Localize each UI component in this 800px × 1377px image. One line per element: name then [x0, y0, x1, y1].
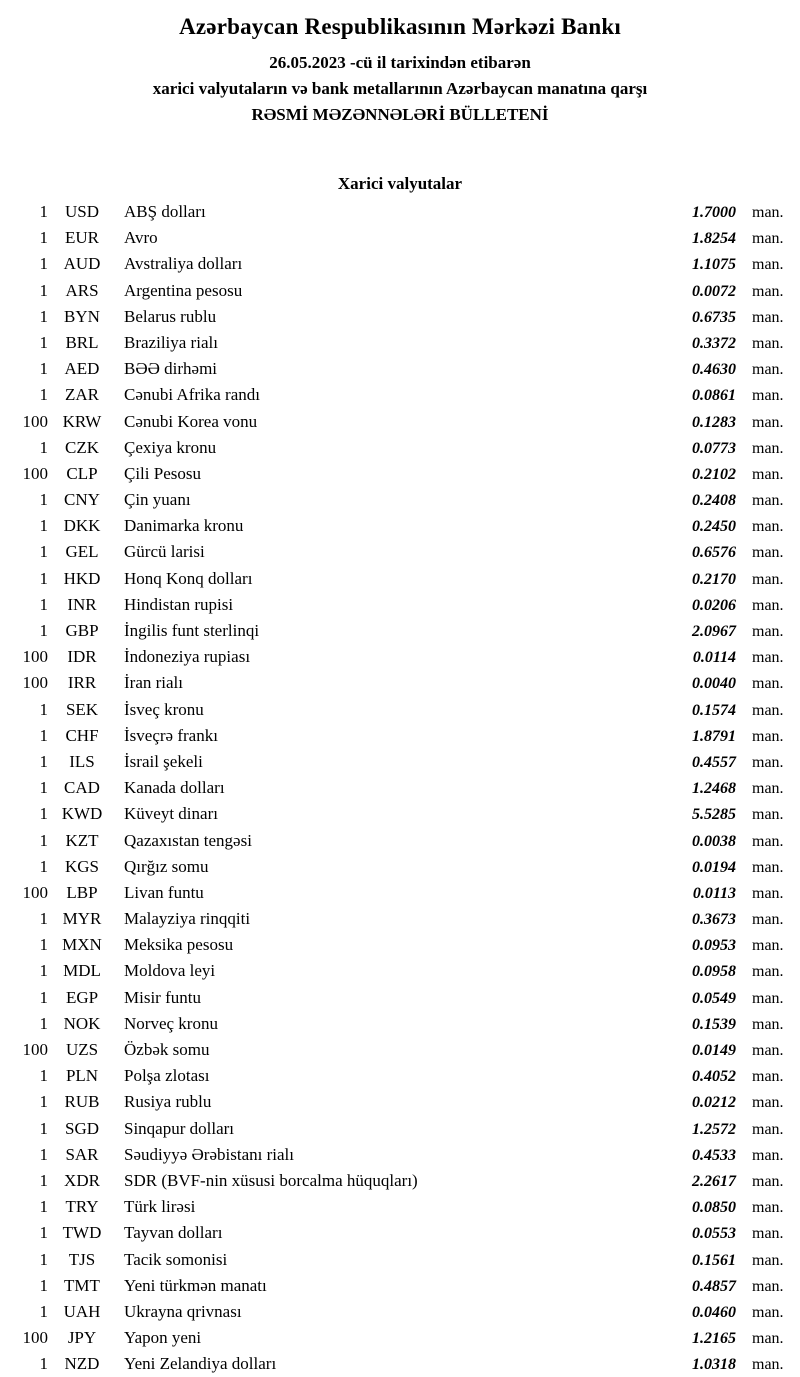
unit-cell: man. — [752, 596, 784, 614]
rate-row — [0, 569, 800, 595]
nominal-cell: 1 — [39, 1275, 48, 1295]
currency-code-cell: SGD — [64, 1118, 99, 1138]
rate-value-cell: 0.1561 — [692, 1251, 736, 1269]
rate-value-cell: 5.5285 — [692, 806, 736, 824]
unit-cell: man. — [752, 911, 784, 929]
unit-cell: man. — [752, 1172, 784, 1190]
unit-cell: man. — [752, 1303, 784, 1321]
rate-row — [0, 804, 800, 830]
nominal-cell: 1 — [39, 830, 48, 850]
currency-name-cell: Sinqapur dolları — [124, 1118, 235, 1138]
rate-value-cell: 0.1283 — [692, 413, 736, 431]
unit-cell: man. — [752, 780, 784, 798]
nominal-cell: 1 — [39, 621, 48, 640]
currency-name-cell: Yeni türkmən manatı — [124, 1275, 267, 1295]
rate-row — [0, 647, 800, 673]
nominal-cell: 1 — [39, 437, 48, 457]
rate-value-cell: 0.0149 — [692, 1042, 736, 1059]
nominal-cell: 100 — [22, 1040, 48, 1059]
currency-name-cell: ABŞ dolları — [124, 202, 206, 221]
currency-name-cell: Türk lirəsi — [124, 1197, 196, 1217]
unit-cell: man. — [752, 1042, 784, 1059]
currency-code-cell: ARS — [65, 280, 99, 300]
currency-name-cell: Küveyt dinarı — [124, 804, 218, 824]
rate-row — [0, 1197, 800, 1223]
nominal-cell: 1 — [39, 1249, 48, 1269]
currency-name-cell: Tayvan dolları — [124, 1223, 223, 1243]
currency-code-cell: EGP — [65, 987, 99, 1007]
rate-value-cell: 2.0967 — [692, 623, 736, 640]
rate-row — [0, 254, 800, 280]
currency-code-cell: CAD — [64, 778, 100, 798]
rate-row — [0, 1066, 800, 1092]
nominal-cell: 1 — [39, 306, 48, 326]
rate-value-cell: 1.1075 — [692, 256, 736, 274]
rate-row — [0, 464, 800, 490]
nominal-cell: 1 — [39, 1223, 48, 1243]
rate-row — [0, 281, 800, 307]
currency-name-cell: Özbək somu — [124, 1040, 210, 1059]
currency-name-cell: Çili Pesosu — [124, 463, 201, 483]
unit-cell: man. — [752, 1015, 784, 1033]
nominal-cell: 1 — [39, 725, 48, 745]
rate-row — [0, 228, 800, 254]
currency-name-cell: İsveç kronu — [124, 699, 204, 719]
unit-cell: man. — [752, 361, 784, 379]
rate-value-cell: 0.3372 — [692, 334, 736, 352]
rate-row — [0, 1145, 800, 1171]
nominal-cell: 1 — [39, 359, 48, 379]
rate-row — [0, 333, 800, 359]
rate-value-cell: 0.1539 — [692, 1015, 736, 1033]
currency-name-cell: İsveçrə frankı — [124, 725, 218, 745]
unit-cell: man. — [752, 1068, 784, 1086]
currency-name-cell: Livan funtu — [124, 882, 204, 902]
currency-code-cell: UAH — [63, 1301, 101, 1321]
unit-cell: man. — [752, 1251, 784, 1269]
currency-name-cell: Polşa zlotası — [124, 1066, 210, 1086]
unit-cell: man. — [752, 282, 784, 300]
currency-code-cell: CZK — [65, 437, 99, 457]
unit-cell: man. — [752, 806, 784, 824]
rate-value-cell: 0.0553 — [692, 1225, 736, 1243]
currency-code-cell: TWD — [62, 1223, 102, 1243]
rates-table — [0, 202, 800, 1377]
unit-cell: man. — [752, 1225, 784, 1243]
currency-code-cell: SEK — [65, 699, 99, 719]
currency-code-cell: DKK — [63, 516, 101, 536]
nominal-cell: 1 — [39, 961, 48, 981]
rate-row — [0, 935, 800, 961]
currency-name-cell: Honq Konq dolları — [124, 568, 253, 588]
rate-value-cell: 0.2450 — [692, 518, 736, 536]
rate-value-cell: 0.4630 — [692, 361, 736, 379]
rate-value-cell: 0.0861 — [692, 387, 736, 405]
nominal-cell: 1 — [39, 202, 48, 221]
rate-row — [0, 778, 800, 804]
unit-cell: man. — [752, 753, 784, 771]
nominal-cell: 100 — [22, 411, 48, 431]
rate-row — [0, 385, 800, 411]
rate-row — [0, 202, 800, 228]
currency-name-cell: İsrail şekeli — [124, 751, 203, 771]
nominal-cell: 1 — [39, 987, 48, 1007]
rate-value-cell: 1.2572 — [692, 1120, 736, 1138]
currency-code-cell: CHF — [65, 725, 99, 745]
rate-row — [0, 1302, 800, 1328]
currency-code-cell: IDR — [67, 647, 97, 667]
currency-name-cell: Qazaxıstan tengəsi — [124, 830, 252, 850]
rate-value-cell: 1.2165 — [692, 1330, 736, 1348]
effective-date-line: 26.05.2023 -cü il tarixindən etibarən — [269, 53, 531, 72]
currency-code-cell: ILS — [69, 751, 95, 771]
unit-cell: man. — [752, 727, 784, 745]
currency-code-cell: RUB — [64, 1092, 100, 1112]
rate-value-cell: 0.0206 — [692, 596, 736, 614]
nominal-cell: 1 — [39, 1197, 48, 1217]
currency-name-cell: Braziliya rialı — [124, 332, 218, 352]
nominal-cell: 100 — [22, 647, 48, 667]
currency-code-cell: INR — [67, 594, 97, 614]
rate-value-cell: 0.2170 — [692, 570, 736, 588]
currency-code-cell: AUD — [63, 254, 101, 274]
nominal-cell: 100 — [22, 1328, 48, 1348]
rate-row — [0, 673, 800, 699]
rate-value-cell: 0.4857 — [692, 1277, 736, 1295]
unit-cell: man. — [752, 1330, 784, 1348]
unit-cell: man. — [752, 701, 784, 719]
nominal-cell: 1 — [39, 594, 48, 614]
nominal-cell: 1 — [39, 280, 48, 300]
rate-row — [0, 1014, 800, 1040]
currency-code-cell: HKD — [63, 568, 101, 588]
nominal-cell: 1 — [39, 1013, 48, 1033]
rate-value-cell: 0.0038 — [692, 832, 736, 850]
rate-row — [0, 961, 800, 987]
currency-code-cell: GEL — [65, 542, 99, 562]
currency-name-cell: Səudiyyə Ərəbistanı rialı — [124, 1144, 294, 1164]
currency-name-cell: Cənubi Afrika randı — [124, 385, 260, 405]
unit-cell: man. — [752, 858, 784, 876]
currency-code-cell: NOK — [63, 1013, 101, 1033]
rate-value-cell: 1.8791 — [692, 727, 736, 745]
currency-name-cell: Avstraliya dolları — [124, 254, 243, 274]
unit-cell: man. — [752, 649, 784, 667]
unit-cell: man. — [752, 1094, 784, 1112]
unit-cell: man. — [752, 204, 784, 221]
currency-name-cell: İndoneziya rupiası — [124, 647, 251, 667]
currency-code-cell: TMT — [64, 1275, 100, 1295]
nominal-cell: 100 — [22, 673, 48, 693]
rate-row — [0, 1354, 800, 1377]
currency-code-cell: MYR — [62, 909, 102, 929]
rate-row — [0, 1040, 800, 1066]
unit-cell: man. — [752, 1146, 784, 1164]
currency-code-cell: UZS — [65, 1040, 99, 1059]
currency-name-cell: Danimarka kronu — [124, 516, 244, 536]
rate-value-cell: 0.0460 — [692, 1303, 736, 1321]
nominal-cell: 1 — [39, 1092, 48, 1112]
currency-name-cell: Meksika pesosu — [124, 935, 234, 955]
nominal-cell: 1 — [39, 1170, 48, 1190]
currency-name-cell: İran rialı — [124, 673, 183, 693]
unit-cell: man. — [752, 518, 784, 536]
rate-row — [0, 1119, 800, 1145]
nominal-cell: 1 — [39, 909, 48, 929]
currency-name-cell: Çin yuanı — [124, 490, 191, 510]
currency-name-cell: Argentina pesosu — [124, 280, 243, 300]
rate-value-cell: 0.0212 — [692, 1094, 736, 1112]
nominal-cell: 1 — [39, 778, 48, 798]
rate-value-cell: 0.2408 — [692, 492, 736, 510]
unit-cell: man. — [752, 1120, 784, 1138]
currency-name-cell: Cənubi Korea vonu — [124, 411, 258, 431]
rate-value-cell: 0.0040 — [692, 675, 736, 693]
unit-cell: man. — [752, 989, 784, 1007]
currency-name-cell: Yeni Zelandiya dolları — [124, 1354, 277, 1374]
subtitle-line: xarici valyutaların və bank metallarının Azərbaycan manatına qarşı — [152, 79, 648, 98]
nominal-cell: 1 — [39, 568, 48, 588]
unit-cell: man. — [752, 623, 784, 640]
currency-name-cell: Norveç kronu — [124, 1013, 218, 1033]
currency-name-cell: Misir funtu — [124, 987, 201, 1007]
currency-code-cell: JPY — [67, 1328, 97, 1348]
nominal-cell: 100 — [22, 463, 48, 483]
rate-value-cell: 0.0072 — [692, 282, 736, 300]
currency-code-cell: NZD — [64, 1354, 100, 1374]
currency-code-cell: CNY — [64, 490, 100, 510]
rate-row — [0, 1223, 800, 1249]
currency-code-cell: AED — [64, 359, 100, 379]
rate-value-cell: 2.2617 — [692, 1172, 736, 1190]
nominal-cell: 1 — [39, 856, 48, 876]
rate-value-cell: 1.8254 — [692, 230, 736, 248]
currency-name-cell: Tacik somonisi — [124, 1249, 228, 1269]
currency-code-cell: KRW — [62, 411, 102, 431]
nominal-cell: 1 — [39, 542, 48, 562]
rate-row — [0, 1276, 800, 1302]
rate-value-cell: 1.2468 — [692, 780, 736, 798]
unit-cell: man. — [752, 308, 784, 326]
currency-name-cell: Belarus rublu — [124, 306, 217, 326]
currency-code-cell: LBP — [66, 882, 98, 902]
rate-value-cell: 1.0318 — [692, 1356, 736, 1374]
unit-cell: man. — [752, 465, 784, 483]
rate-row — [0, 1092, 800, 1118]
section-title-foreign-currencies: Xarici valyutalar — [337, 174, 463, 193]
nominal-cell: 1 — [39, 332, 48, 352]
currency-name-cell: SDR (BVF-nin xüsusi borcalma hüquqları) — [124, 1170, 418, 1190]
currency-name-cell: Gürcü larisi — [124, 542, 205, 562]
rate-row — [0, 1171, 800, 1197]
unit-cell: man. — [752, 1277, 784, 1295]
rate-row — [0, 752, 800, 778]
currency-name-cell: Qırğız somu — [124, 856, 209, 876]
document-header — [0, 14, 800, 128]
rate-row — [0, 726, 800, 752]
nominal-cell: 1 — [39, 516, 48, 536]
nominal-cell: 1 — [39, 935, 48, 955]
unit-cell: man. — [752, 832, 784, 850]
nominal-cell: 1 — [39, 751, 48, 771]
rate-row — [0, 359, 800, 385]
rate-row — [0, 700, 800, 726]
nominal-cell: 1 — [39, 1354, 48, 1374]
currency-code-cell: USD — [64, 202, 99, 221]
rate-value-cell: 0.4557 — [692, 753, 736, 771]
rate-row — [0, 988, 800, 1014]
unit-cell: man. — [752, 387, 784, 405]
unit-cell: man. — [752, 334, 784, 352]
currency-name-cell: İngilis funt sterlinqi — [124, 621, 260, 640]
currency-code-cell: GBP — [65, 621, 99, 640]
rate-row — [0, 831, 800, 857]
currency-name-cell: Malayziya rinqqiti — [124, 909, 251, 929]
rate-value-cell: 0.0773 — [692, 439, 736, 457]
rate-value-cell: 0.0549 — [692, 989, 736, 1007]
unit-cell: man. — [752, 1356, 784, 1374]
nominal-cell: 1 — [39, 254, 48, 274]
currency-code-cell: TJS — [68, 1249, 96, 1269]
unit-cell: man. — [752, 675, 784, 693]
currency-code-cell: BRL — [65, 332, 99, 352]
unit-cell: man. — [752, 413, 784, 431]
rate-row — [0, 542, 800, 568]
currency-code-cell: SAR — [65, 1144, 99, 1164]
rate-row — [0, 909, 800, 935]
rate-row — [0, 1328, 800, 1354]
rate-row — [0, 595, 800, 621]
nominal-cell: 1 — [39, 1066, 48, 1086]
currency-code-cell: KGS — [64, 856, 99, 876]
rate-value-cell: 0.4052 — [692, 1068, 736, 1086]
currency-name-cell: Rusiya rublu — [124, 1092, 212, 1112]
currency-name-cell: Hindistan rupisi — [124, 594, 234, 614]
rate-row — [0, 412, 800, 438]
currency-code-cell: KZT — [65, 830, 99, 850]
currency-code-cell: BYN — [64, 306, 100, 326]
nominal-cell: 1 — [39, 228, 48, 248]
rate-row — [0, 1250, 800, 1276]
nominal-cell: 1 — [39, 490, 48, 510]
unit-cell: man. — [752, 492, 784, 510]
bulletin-title-line: RƏSMİ MƏZƏNNƏLƏRİ BÜLLETENİ — [251, 105, 549, 124]
rate-row — [0, 883, 800, 909]
rate-row — [0, 516, 800, 542]
rate-value-cell: 0.0194 — [692, 858, 736, 876]
rate-row — [0, 438, 800, 464]
nominal-cell: 1 — [39, 1144, 48, 1164]
currency-code-cell: MXN — [62, 935, 102, 955]
rate-value-cell: 0.6735 — [692, 308, 736, 326]
rate-value-cell: 0.0113 — [692, 884, 736, 902]
currency-name-cell: Kanada dolları — [124, 778, 225, 798]
bank-title: Azərbaycan Respublikasının Mərkəzi Bankı — [179, 14, 621, 39]
rate-value-cell: 0.1574 — [692, 701, 736, 719]
currency-code-cell: ZAR — [65, 385, 99, 405]
rate-value-cell: 0.0850 — [692, 1199, 736, 1217]
unit-cell: man. — [752, 256, 784, 274]
unit-cell: man. — [752, 884, 784, 902]
unit-cell: man. — [752, 230, 784, 248]
currency-code-cell: EUR — [65, 228, 99, 248]
rate-row — [0, 857, 800, 883]
rate-row — [0, 307, 800, 333]
rate-value-cell: 0.3673 — [692, 911, 736, 929]
unit-cell: man. — [752, 1199, 784, 1217]
nominal-cell: 1 — [39, 1118, 48, 1138]
rate-value-cell: 0.2102 — [692, 465, 736, 483]
unit-cell: man. — [752, 937, 784, 955]
currency-code-cell: MDL — [63, 961, 101, 981]
nominal-cell: 1 — [39, 804, 48, 824]
rate-row — [0, 490, 800, 516]
nominal-cell: 1 — [39, 699, 48, 719]
unit-cell: man. — [752, 570, 784, 588]
currency-code-cell: KWD — [61, 804, 103, 824]
currency-name-cell: Çexiya kronu — [124, 437, 217, 457]
currency-name-cell: Avro — [124, 228, 158, 248]
currency-code-cell: TRY — [65, 1197, 99, 1217]
unit-cell: man. — [752, 544, 784, 562]
currency-name-cell: Moldova leyi — [124, 961, 216, 981]
currency-name-cell: Ukrayna qrivnası — [124, 1301, 242, 1321]
rate-value-cell: 0.0958 — [692, 963, 736, 981]
currency-code-cell: IRR — [67, 673, 97, 693]
rate-value-cell: 0.6576 — [692, 544, 736, 562]
unit-cell: man. — [752, 963, 784, 981]
currency-name-cell: Yapon yeni — [124, 1328, 202, 1348]
nominal-cell: 1 — [39, 1301, 48, 1321]
rate-row — [0, 621, 800, 647]
nominal-cell: 1 — [39, 385, 48, 405]
rate-value-cell: 1.7000 — [692, 204, 736, 221]
currency-code-cell: XDR — [64, 1170, 100, 1190]
currency-name-cell: BƏƏ dirhəmi — [124, 359, 218, 379]
currency-code-cell: PLN — [65, 1066, 99, 1086]
nominal-cell: 100 — [22, 882, 48, 902]
rate-value-cell: 0.0114 — [692, 649, 736, 667]
unit-cell: man. — [752, 439, 784, 457]
rate-value-cell: 0.4533 — [692, 1146, 736, 1164]
currency-code-cell: CLP — [66, 463, 98, 483]
rate-value-cell: 0.0953 — [692, 937, 736, 955]
